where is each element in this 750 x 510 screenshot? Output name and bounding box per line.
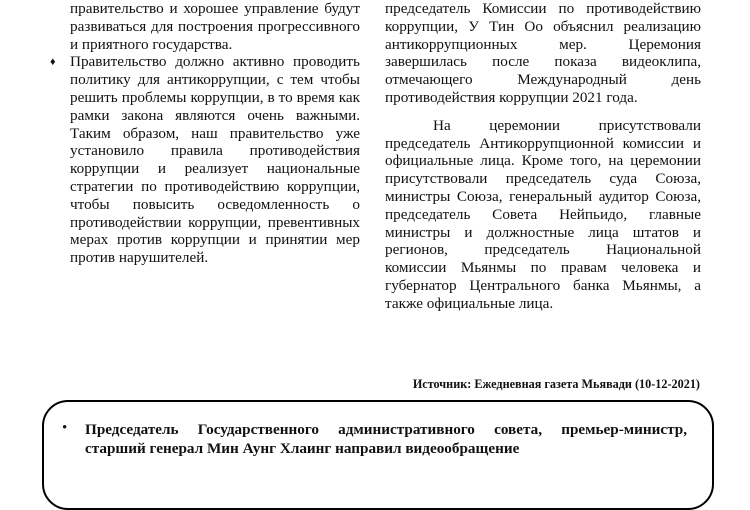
box-bullet-text: Председатель Государственного административного совета, премьер-министр, старший генерал Мин Аунг Хлаинг направил видеообращение [85,421,687,457]
left-column [50,0,360,267]
right-column [385,0,701,313]
left-bullet-item [50,53,360,267]
source-citation: Источник: Ежедневная газета Мьявади (10-12-2021) [412,377,700,391]
bullet-icon: • [62,420,68,436]
right-paragraph-1: председатель Комиссии по противодействию коррупции, У Тин Оо объяснил реализацию антикоррупционных мер. Церемония завершилась после показа видеоклипа, отмечающего Международный день противодействия коррупции 2021 года. [385,0,701,106]
left-fragment-paragraph: правительство и хорошее управление будут развиваться для построения прогрессивного и приятного государства. [70,0,360,53]
diamond-bullet-icon: ♦ [50,56,56,69]
left-bullet-text: Правительство должно активно проводить политику для антикоррупции, с тем чтобы решить проблемы коррупции, в то время как рамки закона являются очень важными. Таким образом, наш правительство уже установило правила противодействия коррупции и реализует национальные стратегии по противодействию коррупции, чтобы повысить осведомленность о противодействии коррупции, превентивных мерах против коррупции и принятии мер против нарушителей. [70,53,360,267]
right-paragraph-2: На церемонии присутствовали председатель Антикоррупционной комиссии и официальные лица. Кроме того, на церемонии присутствовали председатель суда Союза, министры Союза, генеральный аудитор Союза, председатель Совета Нейпьидо, главные министры и должностные лица штатов и регионов, председатель Национальной комиссии Мьянмы по правам человека и губернатор Центрального банка Мьянмы, а также официальные лица. [385,116,701,312]
